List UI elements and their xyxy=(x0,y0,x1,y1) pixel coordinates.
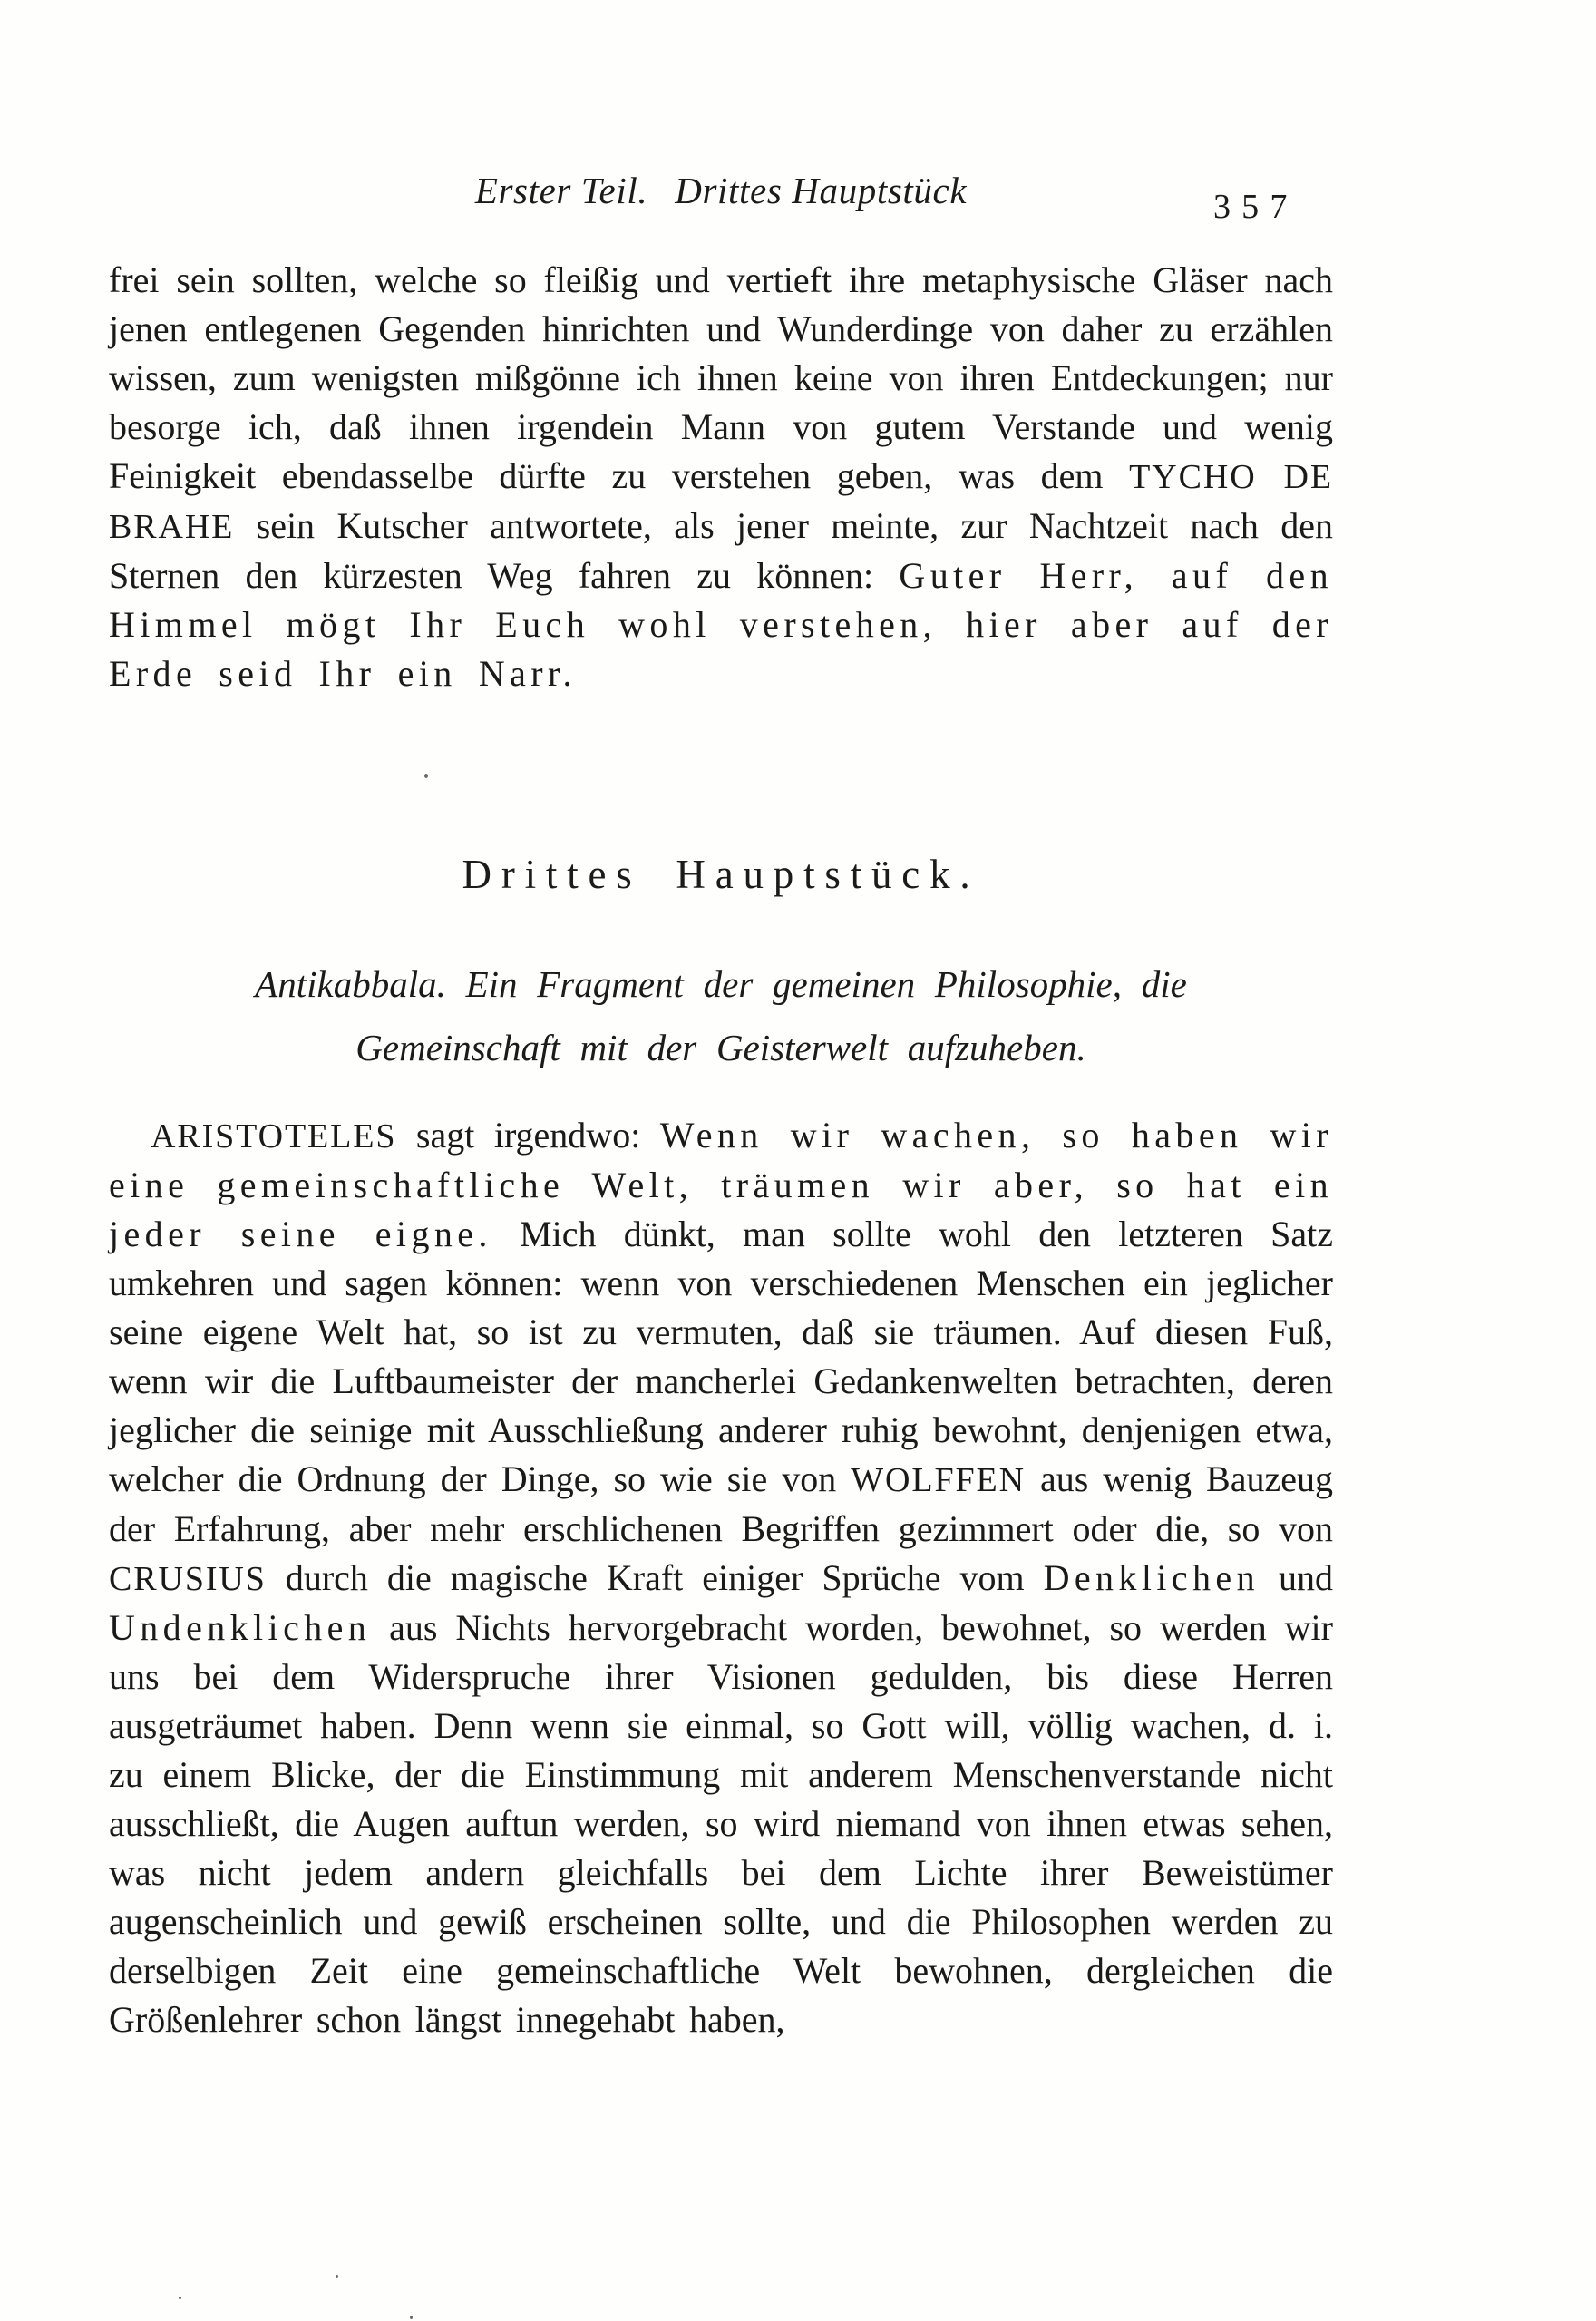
person-name-aristoteles: ARISTOTELES xyxy=(151,1117,397,1156)
person-name-tycho-de-brahe: TYCHO DE BRAHE xyxy=(109,458,1333,546)
emphasized-term: Undenklichen xyxy=(109,1607,372,1648)
scan-speck-artifact xyxy=(424,774,428,778)
running-header-chapter: Drittes Hauptstück xyxy=(675,170,968,211)
person-name-wolffen: WOLFFEN xyxy=(851,1461,1026,1499)
section-subtitle xyxy=(109,952,1333,1079)
emphasized-quote: Guter Herr, auf den Himmel mögt Ihr Euch wohl verstehen, hier aber auf der Erde seid Ihr ein Narr. xyxy=(109,555,1333,694)
section-subtitle-line-2: Gemeinschaft mit der Geisterwelt aufzuheben. xyxy=(355,1027,1086,1068)
running-header xyxy=(109,169,1333,212)
scan-speck-artifact xyxy=(336,2275,338,2278)
text-segment: sagt irgendwo: xyxy=(396,1115,660,1156)
emphasized-term: Denklichen xyxy=(1043,1557,1260,1598)
body-paragraph-2 xyxy=(109,1111,1333,2044)
person-name-crusius: CRUSIUS xyxy=(109,1560,267,1598)
text-segment: aus Nichts hervorgebracht worden, bewohnet, so werden wir uns bei dem Widerspruche ihrer Visionen gedulden, bis diese Herren ausgeträumet haben. Denn wenn sie einmal, so Gott will, völlig wachen, d. i. zu einem Blicke, der die Einstimmung mit anderem Menschenverstande nicht ausschließt, die Augen auftun werden, so wird niemand von ihnen etwas sehen, was nicht jedem andern gleichfalls bei dem Lichte ihrer Beweistümer augenscheinlich und gewiß erscheinen sollte, und die Philosophen werden zu derselbigen Zeit eine gemeinschaftliche Welt bewohnen, dergleichen die Größenlehrer schon längst innegehabt haben, xyxy=(109,1607,1333,2040)
text-segment: sein Kutscher antwortete, als jener meinte, zur Nachtzeit nach den Sternen den kürzesten Weg fahren zu können: xyxy=(109,505,1333,596)
text-segment: und xyxy=(1259,1557,1333,1598)
emphasized-quote: Wenn wir wachen, so haben wir eine gemeinschaftliche Welt, träumen wir aber, so hat ein jeder seine eigne. xyxy=(109,1115,1333,1254)
text-segment: Mich dünkt, man sollte wohl den letzteren Satz umkehren und sagen können: wenn von verschiedenen Menschen ein jeglicher seine eigene Welt hat, so ist zu vermuten, daß sie träumen. Auf diesen Fuß, wenn wir die Luftbaumeister der mancherlei Gedankenwelten betrachten, deren jeglicher die seinige mit Ausschließung anderer ruhig bewohnt, denjenigen etwa, welcher die Ordnung der Dinge, so wie sie von xyxy=(109,1214,1333,1499)
section-subtitle-line-1: Antikabbala. Ein Fragment der gemeinen Philosophie, die xyxy=(255,963,1187,1005)
text-segment: aus wenig Bauzeug der Erfahrung, aber mehr erschlichenen Begriffen gezimmert oder die, so von xyxy=(109,1458,1333,1549)
scan-speck-artifact xyxy=(410,2316,413,2319)
text-segment: frei sein sollten, welche so fleißig und vertieft ihre metaphysische Gläser nach jenen entlegenen Gegenden hinrichten und Wunderdinge von daher zu erzählen wissen, zum wenigsten mißgönne ich ihnen keine von ihren Entdeckungen; nur besorge ich, daß ihnen irgendein Mann von gutem Verstande und wenig Feinigkeit ebendasselbe dürfte zu verstehen geben, was dem xyxy=(109,259,1333,496)
section-heading: Drittes Hauptstück. xyxy=(462,852,980,897)
running-header-part-title: Erster Teil. xyxy=(474,170,648,211)
page-number: 357 xyxy=(1213,188,1299,226)
body-paragraph-1 xyxy=(109,256,1333,698)
text-segment: durch die magische Kraft einiger Sprüche vom xyxy=(266,1557,1044,1598)
scan-speck-artifact xyxy=(179,2297,181,2299)
